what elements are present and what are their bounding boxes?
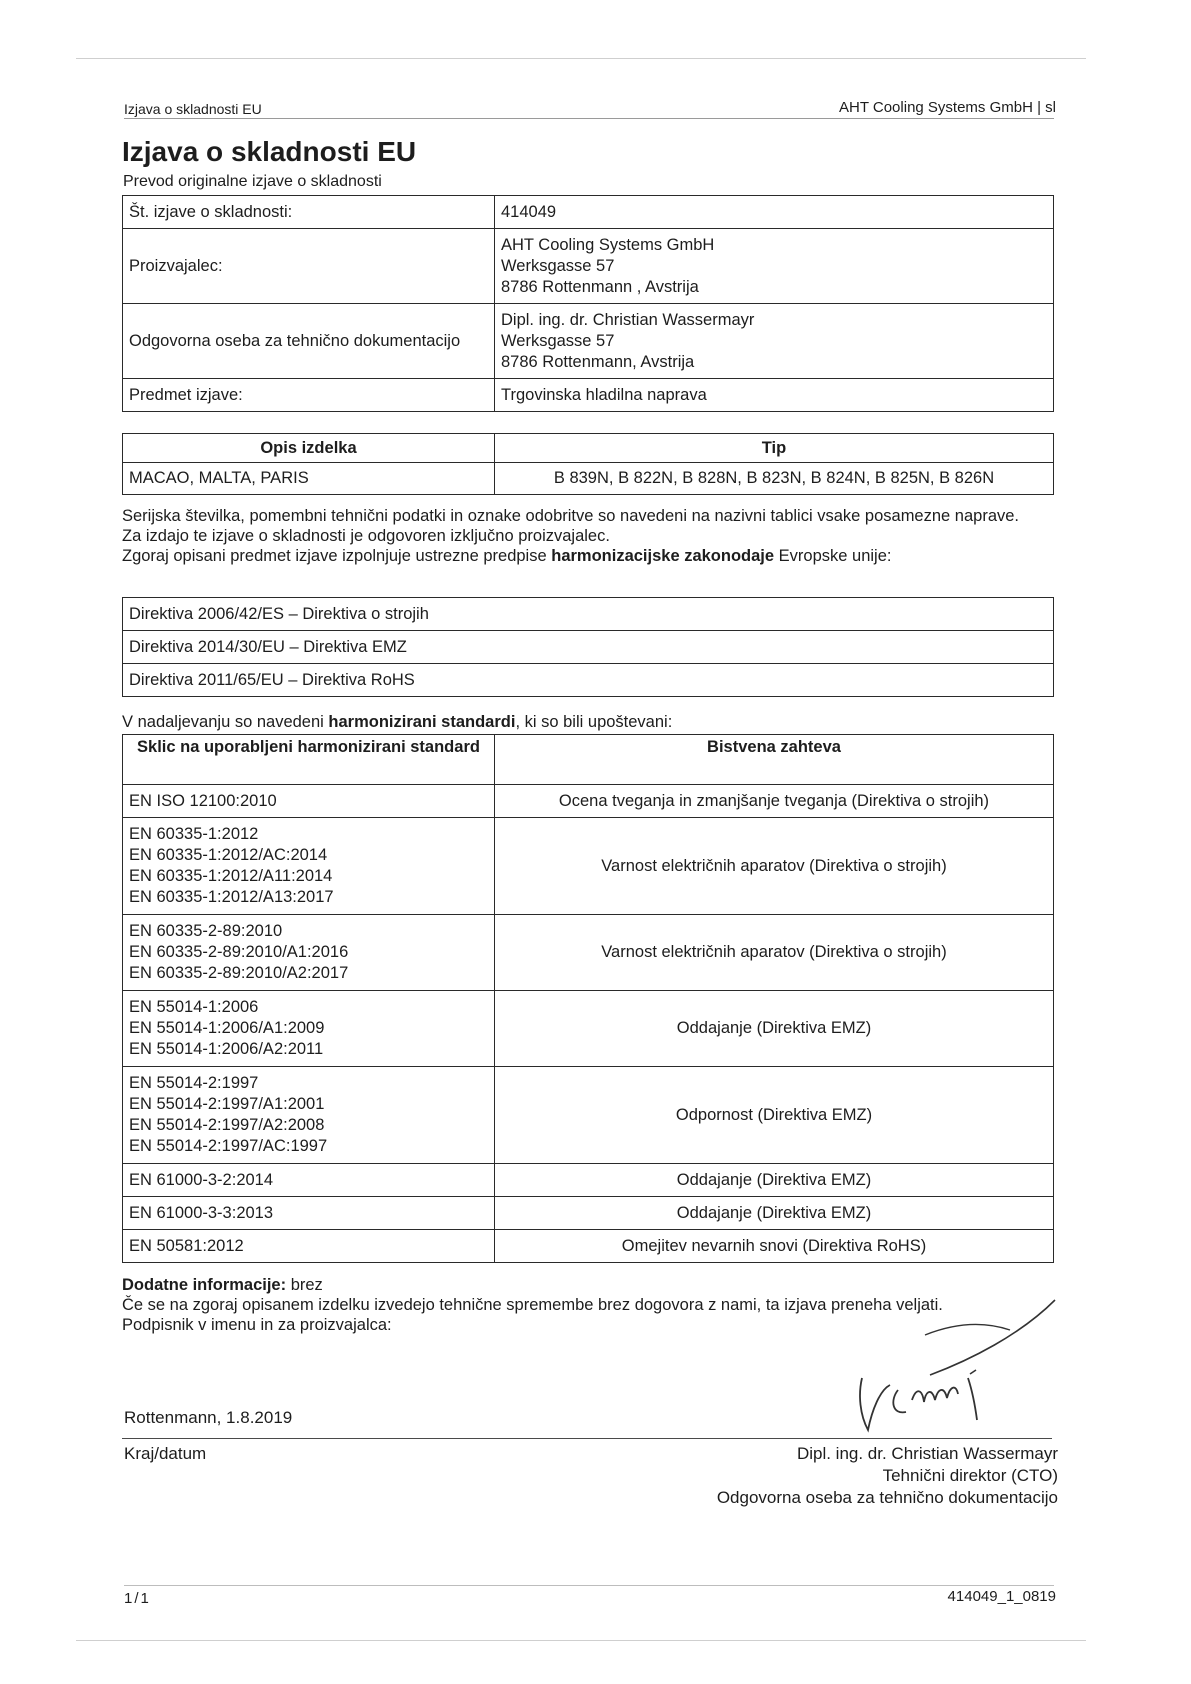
intro-line-1: Serijska številka, pomembni tehnični podatki in oznake odobritve so navedeni na nazivni tablici vsake posamezne naprave. — [122, 507, 1020, 525]
product-table — [122, 433, 1054, 495]
standards-row — [123, 1197, 1054, 1230]
standards-row — [123, 1164, 1054, 1197]
standard-ref: EN 60335-2-89:2010/A1:2016 — [129, 943, 349, 961]
manufacturer-line: 8786 Rottenmann , Avstrija — [501, 277, 699, 296]
intro-line-3-end: Evropske unije: — [774, 547, 892, 565]
intro-text — [122, 506, 1022, 566]
product-col-header: Opis izdelka — [123, 434, 495, 463]
signature-rule — [122, 1438, 1052, 1439]
requirement: Oddajanje (Direktiva EMZ) — [495, 991, 1054, 1067]
standard-refs — [123, 1164, 495, 1197]
standard-ref: EN 60335-2-89:2010 — [129, 922, 283, 940]
standard-ref: EN 55014-2:1997/AC:1997 — [129, 1137, 328, 1155]
intro-line-3-start: Zgoraj opisani predmet izjave izpolnjuje ustrezne predpise — [122, 547, 552, 565]
standard-ref: EN 55014-1:2006/A2:2011 — [129, 1040, 324, 1058]
standard-refs — [123, 1067, 495, 1164]
manufacturer-value — [495, 229, 1054, 304]
subject-value: Trgovinska hladilna naprava — [495, 379, 1054, 412]
standard-refs — [123, 818, 495, 915]
standards-intro-bold: harmonizirani standardi — [328, 713, 516, 731]
standard-refs — [123, 991, 495, 1067]
directive-row — [123, 598, 1054, 631]
info-row-decl-no — [123, 196, 1054, 229]
standard-ref: EN 61000-3-3:2013 — [129, 1203, 274, 1222]
responsible-line: Dipl. ing. dr. Christian Wassermayr — [501, 310, 755, 329]
requirement: Ocena tveganja in zmanjšanje tveganja (Direktiva o strojih) — [495, 785, 1054, 818]
signature-graphic — [850, 1290, 1070, 1440]
directive-text: Direktiva 2011/65/EU – Direktiva RoHS — [123, 664, 1054, 697]
standards-intro-end: , ki so bili upoštevani: — [515, 713, 673, 731]
product-row — [123, 463, 1054, 495]
requirement: Omejitev nevarnih snovi (Direktiva RoHS) — [495, 1230, 1054, 1263]
standard-refs — [123, 915, 495, 991]
header-rule — [124, 118, 1054, 119]
signer-function: Odgovorna oseba za tehnično dokumentacijo — [716, 1488, 1058, 1507]
standard-ref-header: Sklic na uporabljeni harmonizirani standard — [123, 735, 495, 785]
standard-ref: EN 60335-1:2012/A13:2017 — [129, 888, 334, 906]
requirement: Varnost električnih aparatov (Direktiva o strojih) — [495, 818, 1054, 915]
directive-row — [123, 631, 1054, 664]
requirement: Oddajanje (Direktiva EMZ) — [495, 1164, 1054, 1197]
standard-ref: EN 50581:2012 — [129, 1236, 244, 1255]
requirement-header: Bistvena zahteva — [495, 735, 1054, 785]
standards-row — [123, 785, 1054, 818]
standards-row — [123, 1067, 1054, 1164]
decl-no-value: 414049 — [495, 196, 1054, 229]
info-row-subject — [123, 379, 1054, 412]
signer-block — [717, 1443, 1058, 1509]
header-right: AHT Cooling Systems GmbH | sl — [838, 99, 1056, 116]
document-code: 414049_1_0819 — [947, 1588, 1056, 1605]
place-date: Rottenmann, 1.8.2019 — [124, 1408, 293, 1427]
info-row-manufacturer — [123, 229, 1054, 304]
signatory-label: Podpisnik v imenu in za proizvajalca: — [122, 1316, 392, 1334]
responsible-line: Werksgasse 57 — [501, 331, 615, 350]
requirement: Odpornost (Direktiva EMZ) — [495, 1067, 1054, 1164]
standards-row — [123, 1230, 1054, 1263]
page-edge-top — [76, 58, 1086, 59]
type-col-header: Tip — [495, 434, 1054, 463]
standards-row — [123, 915, 1054, 991]
standards-header-row — [123, 735, 1054, 785]
standard-ref: EN 55014-1:2006/A1:2009 — [129, 1019, 325, 1037]
standard-refs — [123, 1230, 495, 1263]
standard-ref: EN 55014-2:1997/A1:2001 — [129, 1095, 325, 1113]
directives-table — [122, 597, 1054, 697]
signer-name: Dipl. ing. dr. Christian Wassermayr — [796, 1444, 1058, 1463]
manufacturer-line: AHT Cooling Systems GmbH — [501, 235, 715, 254]
standard-refs — [123, 785, 495, 818]
info-row-responsible — [123, 304, 1054, 379]
standards-row — [123, 818, 1054, 915]
subject-label: Predmet izjave: — [123, 379, 495, 412]
directive-row — [123, 664, 1054, 697]
intro-line-2: Za izdajo te izjave o skladnosti je odgovoren izključno proizvajalec. — [122, 527, 610, 545]
standard-ref: EN 61000-3-2:2014 — [129, 1170, 274, 1189]
standard-ref: EN 60335-2-89:2010/A2:2017 — [129, 964, 349, 982]
place-date-label: Kraj/datum — [124, 1444, 207, 1463]
change-note: Če se na zgoraj opisanem izdelku izvedejo tehnične spremembe brez dogovora z nami, ta izjava preneha veljati. — [122, 1296, 943, 1314]
page-number: 1/1 — [124, 1590, 151, 1607]
info-table — [122, 195, 1054, 412]
standard-ref: EN 60335-1:2012/A11:2014 — [129, 867, 333, 885]
additional-value: brez — [286, 1276, 323, 1294]
responsible-line: 8786 Rottenmann, Avstrija — [501, 352, 695, 371]
page-title: Izjava o skladnosti EU — [122, 136, 417, 167]
requirement: Oddajanje (Direktiva EMZ) — [495, 1197, 1054, 1230]
manufacturer-label: Proizvajalec: — [123, 229, 495, 304]
standards-intro-start: V nadaljevanju so navedeni — [122, 713, 329, 731]
responsible-label: Odgovorna oseba za tehnično dokumentacijo — [123, 304, 495, 379]
decl-no-label: Št. izjave o skladnosti: — [123, 196, 495, 229]
standard-ref: EN ISO 12100:2010 — [129, 791, 277, 810]
directive-text: Direktiva 2006/42/ES – Direktiva o strojih — [123, 598, 1054, 631]
additional-label: Dodatne informacije: — [122, 1276, 287, 1294]
standard-ref: EN 55014-2:1997 — [129, 1074, 259, 1092]
standard-ref: EN 60335-1:2012/AC:2014 — [129, 846, 328, 864]
intro-line-3 — [122, 546, 1022, 566]
standard-ref: EN 55014-2:1997/A2:2008 — [129, 1116, 325, 1134]
standards-intro — [122, 712, 672, 732]
product-types: B 839N, B 822N, B 828N, B 823N, B 824N, B 825N, B 826N — [495, 463, 1054, 495]
manufacturer-line: Werksgasse 57 — [501, 256, 615, 275]
standard-ref: EN 55014-1:2006 — [129, 998, 259, 1016]
header-left: Izjava o skladnosti EU — [124, 101, 262, 117]
product-name: MACAO, MALTA, PARIS — [123, 463, 495, 495]
intro-line-3-bold: harmonizacijske zakonodaje — [551, 547, 775, 565]
standard-refs — [123, 1197, 495, 1230]
standard-ref: EN 60335-1:2012 — [129, 825, 259, 843]
footer-rule — [124, 1585, 1054, 1586]
standards-table — [122, 734, 1054, 1263]
responsible-value — [495, 304, 1054, 379]
product-header-row — [123, 434, 1054, 463]
page-edge-bottom — [76, 1640, 1086, 1641]
requirement: Varnost električnih aparatov (Direktiva o strojih) — [495, 915, 1054, 991]
directive-text: Direktiva 2014/30/EU – Direktiva EMZ — [123, 631, 1054, 664]
page-subtitle: Prevod originalne izjave o skladnosti — [123, 173, 382, 190]
signer-role: Tehnični direktor (CTO) — [882, 1466, 1058, 1485]
standards-row — [123, 991, 1054, 1067]
